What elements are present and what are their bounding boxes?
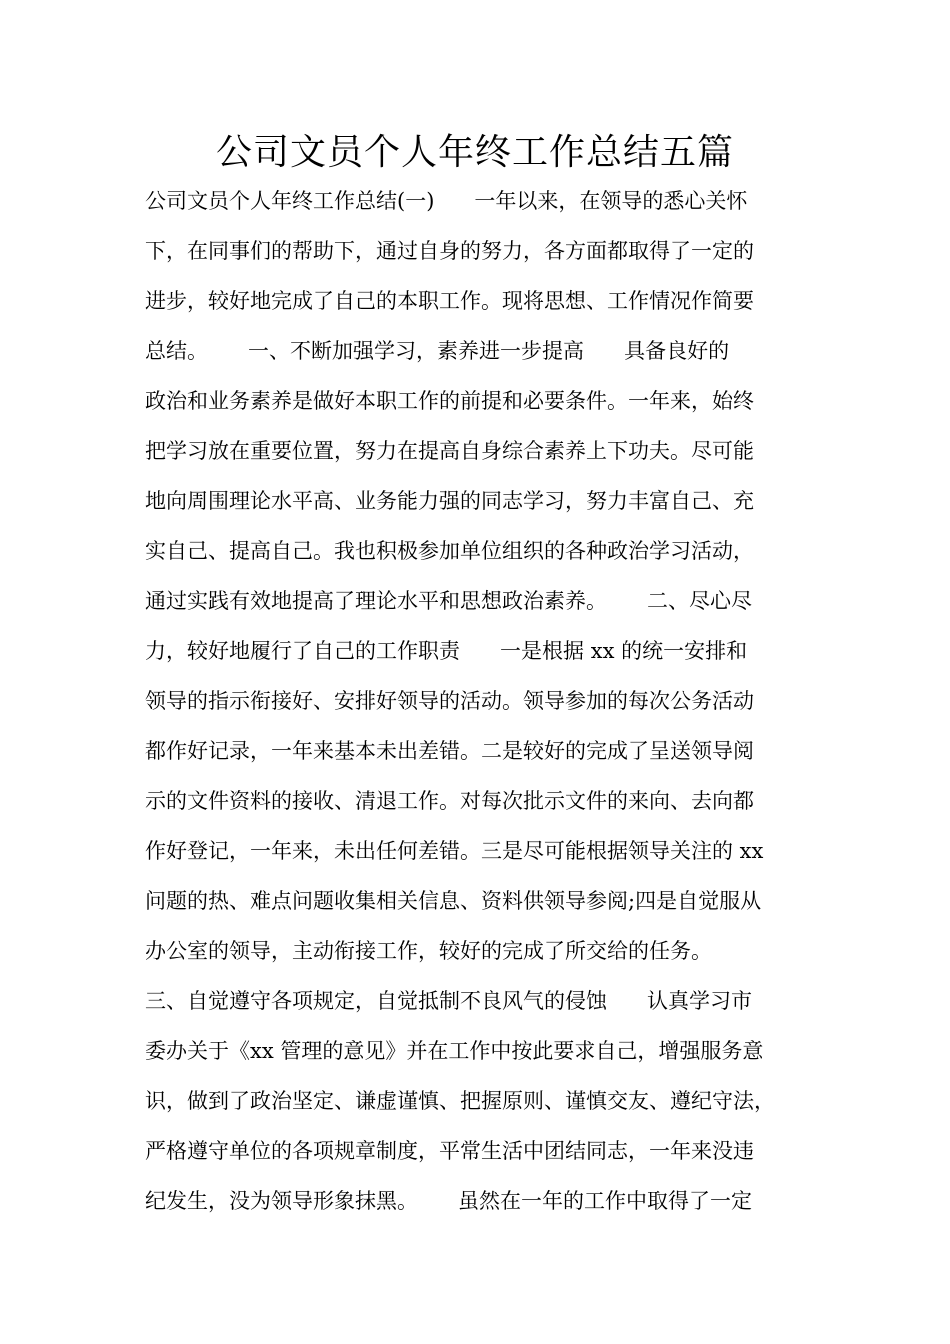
body-line: 把学习放在重要位置，努力在提高自身综合素养上下功夫。尽可能 xyxy=(145,439,754,463)
body-line: 委办关于《xx 管理的意见》并在工作中按此要求自己，增强服务意 xyxy=(145,1039,764,1063)
body-line: 办公室的领导，主动衔接工作，较好的完成了所交给的任务。 xyxy=(145,939,712,963)
body-line: 示的文件资料的接收、清退工作。对每次批示文件的来向、去向都 xyxy=(145,789,754,813)
body-line: 实自己、提高自己。我也积极参加单位组织的各种政治学习活动， xyxy=(145,539,754,563)
body-line: 力，较好地履行了自己的工作职责 一是根据 xx 的统一安排和 xyxy=(145,639,748,663)
body-line: 领导的指示衔接好、安排好领导的活动。领导参加的每次公务活动 xyxy=(145,689,754,713)
document-title: 公司文员个人年终工作总结五篇 xyxy=(215,132,734,173)
body-line: 进步，较好地完成了自己的本职工作。现将思想、工作情况作简要 xyxy=(145,289,754,313)
body-line: 作好登记，一年来，未出任何差错。三是尽可能根据领导关注的 xx xyxy=(145,839,764,863)
body-line: 下，在同事们的帮助下，通过自身的努力，各方面都取得了一定的 xyxy=(145,239,754,263)
body-line: 地向周围理论水平高、业务能力强的同志学习，努力丰富自己、充 xyxy=(145,489,754,513)
body-line: 都作好记录，一年来基本未出差错。二是较好的完成了呈送领导阅 xyxy=(145,739,754,763)
body-line: 公司文员个人年终工作总结(一) 一年以来，在领导的悉心关怀 xyxy=(145,189,748,213)
body-line: 通过实践有效地提高了理论水平和思想政治素养。 二、尽心尽 xyxy=(145,589,753,613)
body-line: 纪发生，没为领导形象抹黑。 虽然在一年的工作中取得了一定 xyxy=(145,1189,753,1213)
document-body xyxy=(145,176,825,1226)
body-line: 严格遵守单位的各项规章制度，平常生活中团结同志，一年来没违 xyxy=(145,1139,754,1163)
body-line: 政治和业务素养是做好本职工作的前提和必要条件。一年来，始终 xyxy=(145,389,754,413)
body-line: 三、自觉遵守各项规定，自觉抵制不良风气的侵蚀 认真学习市 xyxy=(145,989,753,1013)
body-line: 总结。 一、不断加强学习，素养进一步提高 具备良好的 xyxy=(145,339,730,363)
body-line: 识，做到了政治坚定、谦虚谨慎、把握原则、谨慎交友、遵纪守法， xyxy=(145,1089,775,1113)
body-line: 问题的热、难点问题收集相关信息、资料供领导参阅;四是自觉服从 xyxy=(145,889,762,913)
